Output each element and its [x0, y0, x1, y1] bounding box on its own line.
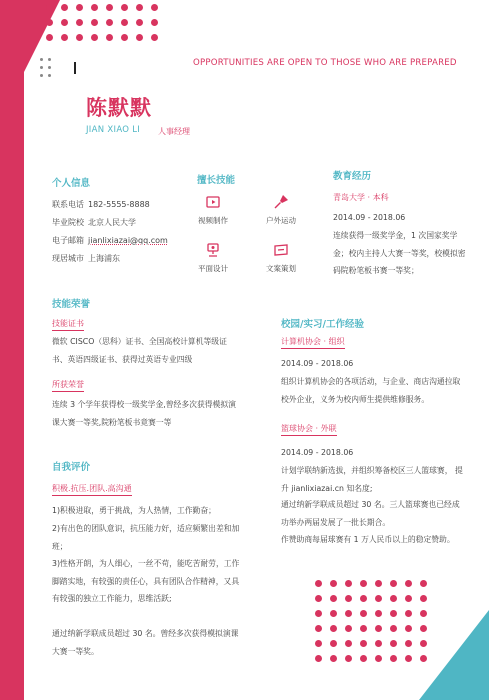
skill-label: 视频制作: [198, 216, 228, 225]
self-eval-subtitle[interactable]: 积极.抗压.团队.高沟通: [52, 483, 132, 496]
drag-handle-icon[interactable]: [40, 58, 54, 80]
skill-copywriting: [251, 241, 311, 274]
honors-title: 技能荣誉: [52, 299, 91, 310]
copywriting-icon: [251, 241, 311, 259]
job2-title[interactable]: 篮球协会 · 外联: [281, 423, 337, 436]
school-value[interactable]: 北京人民大学: [88, 218, 136, 227]
job-title[interactable]: 人事经理: [158, 127, 190, 136]
self-eval-p1: 1)积极进取，勇于挑战，为人热情，工作勤奋；: [52, 506, 216, 515]
bottom-dot-pattern: [315, 580, 435, 670]
skill-label: 户外运动: [266, 216, 296, 225]
award-title[interactable]: 所获荣誉: [52, 379, 84, 392]
tagline: OPPORTUNITIES ARE OPEN TO THOSE WHO ARE PREPARED: [193, 58, 457, 68]
text-cursor: [74, 62, 76, 74]
personal-info: [52, 196, 168, 268]
education-school[interactable]: 青岛大学 · 本科: [333, 193, 389, 202]
job2-desc1: 计划学联纳新选拔，并组织筹备校区三人篮球赛， 提升 jianlixiazai.cn 知名度;: [281, 466, 463, 493]
skill-outdoor: [251, 193, 311, 226]
info-label: 毕业院校: [52, 218, 84, 227]
self-eval-p4: 通过纳新学联成员超过 30 名。曾经多次获得模拟演课大赛一等奖。: [52, 629, 239, 656]
job2-desc2: 通过纳新学联成员超过 30 名。三人篮球赛也已经成功举办两届发展了一批长期合。: [281, 500, 460, 527]
skill-design: [183, 241, 243, 274]
job1-title[interactable]: 计算机协会 · 组织: [281, 336, 345, 349]
info-label: 现居城市: [52, 254, 84, 263]
info-row-email: [52, 232, 168, 250]
video-icon: [183, 193, 243, 211]
top-dot-pattern: [46, 4, 166, 49]
skill-label: 文案策划: [266, 264, 296, 273]
city-value[interactable]: 上海浦东: [88, 254, 120, 263]
skill-label: 平面设计: [198, 264, 228, 273]
education-date: 2014.09 - 2018.06: [333, 213, 406, 222]
badminton-icon: [251, 193, 311, 211]
info-label: 联系电话: [52, 200, 84, 209]
cert-title[interactable]: 技能证书: [52, 318, 84, 331]
info-row-school: [52, 214, 168, 232]
personal-info-title: 个人信息: [52, 178, 91, 189]
self-eval-p2: 2)有出色的团队意识，抗压能力好，适应频繁出差和加班；: [52, 524, 240, 551]
info-label: 电子邮箱: [52, 236, 84, 245]
skill-video: [183, 193, 243, 226]
job1-desc: 组织计算机协会的各项活动，与企业、商店沟通拉取校外企业，义务为校内师生提供维修服务。: [281, 377, 461, 404]
self-eval-p3: 3)性格开朗，为人细心，一丝不苟，能吃苦耐劳，工作脚踏实地，有较强的责任心，具有团队合作精神，又具有较强的独立工作能力，思维活跃;: [52, 559, 240, 603]
design-icon: [183, 241, 243, 259]
campus-title: 校园/实习/工作经验: [281, 319, 364, 330]
email-value[interactable]: jianlixiazai@qq.com: [88, 236, 168, 245]
award-desc: 连续 3 个学年获得校一级奖学金,曾经多次获得模拟演课大赛一等奖,院粉笔板书竟赛一等: [52, 400, 236, 427]
phone-value[interactable]: 182-5555-8888: [88, 200, 150, 209]
job2-desc3: 作赞助商每届球赛有 1 万人民币以上的稳定赞助。: [281, 535, 455, 544]
self-eval-title: 自我评价: [52, 462, 91, 473]
education-title: 教育经历: [333, 171, 372, 182]
job1-date: 2014.09 - 2018.06: [281, 359, 354, 368]
person-pinyin[interactable]: JIAN XIAO LI: [86, 125, 141, 135]
skills-title: 擅长技能: [197, 175, 236, 186]
cert-desc: 微软 CISCO（思科）证书、全国高校计算机等级证书、英语四级证书、获得过英语专业四级: [52, 337, 227, 364]
info-row-city: [52, 250, 168, 268]
person-name[interactable]: 陈默默: [86, 96, 152, 120]
education-desc: 连续获得一级奖学金，1 次国家奖学金；校内主持人大赛一等奖，校模拟密码院粉笔板书赛一等奖；: [333, 231, 466, 275]
job2-date: 2014.09 - 2018.06: [281, 448, 354, 457]
info-row-phone: [52, 196, 168, 214]
